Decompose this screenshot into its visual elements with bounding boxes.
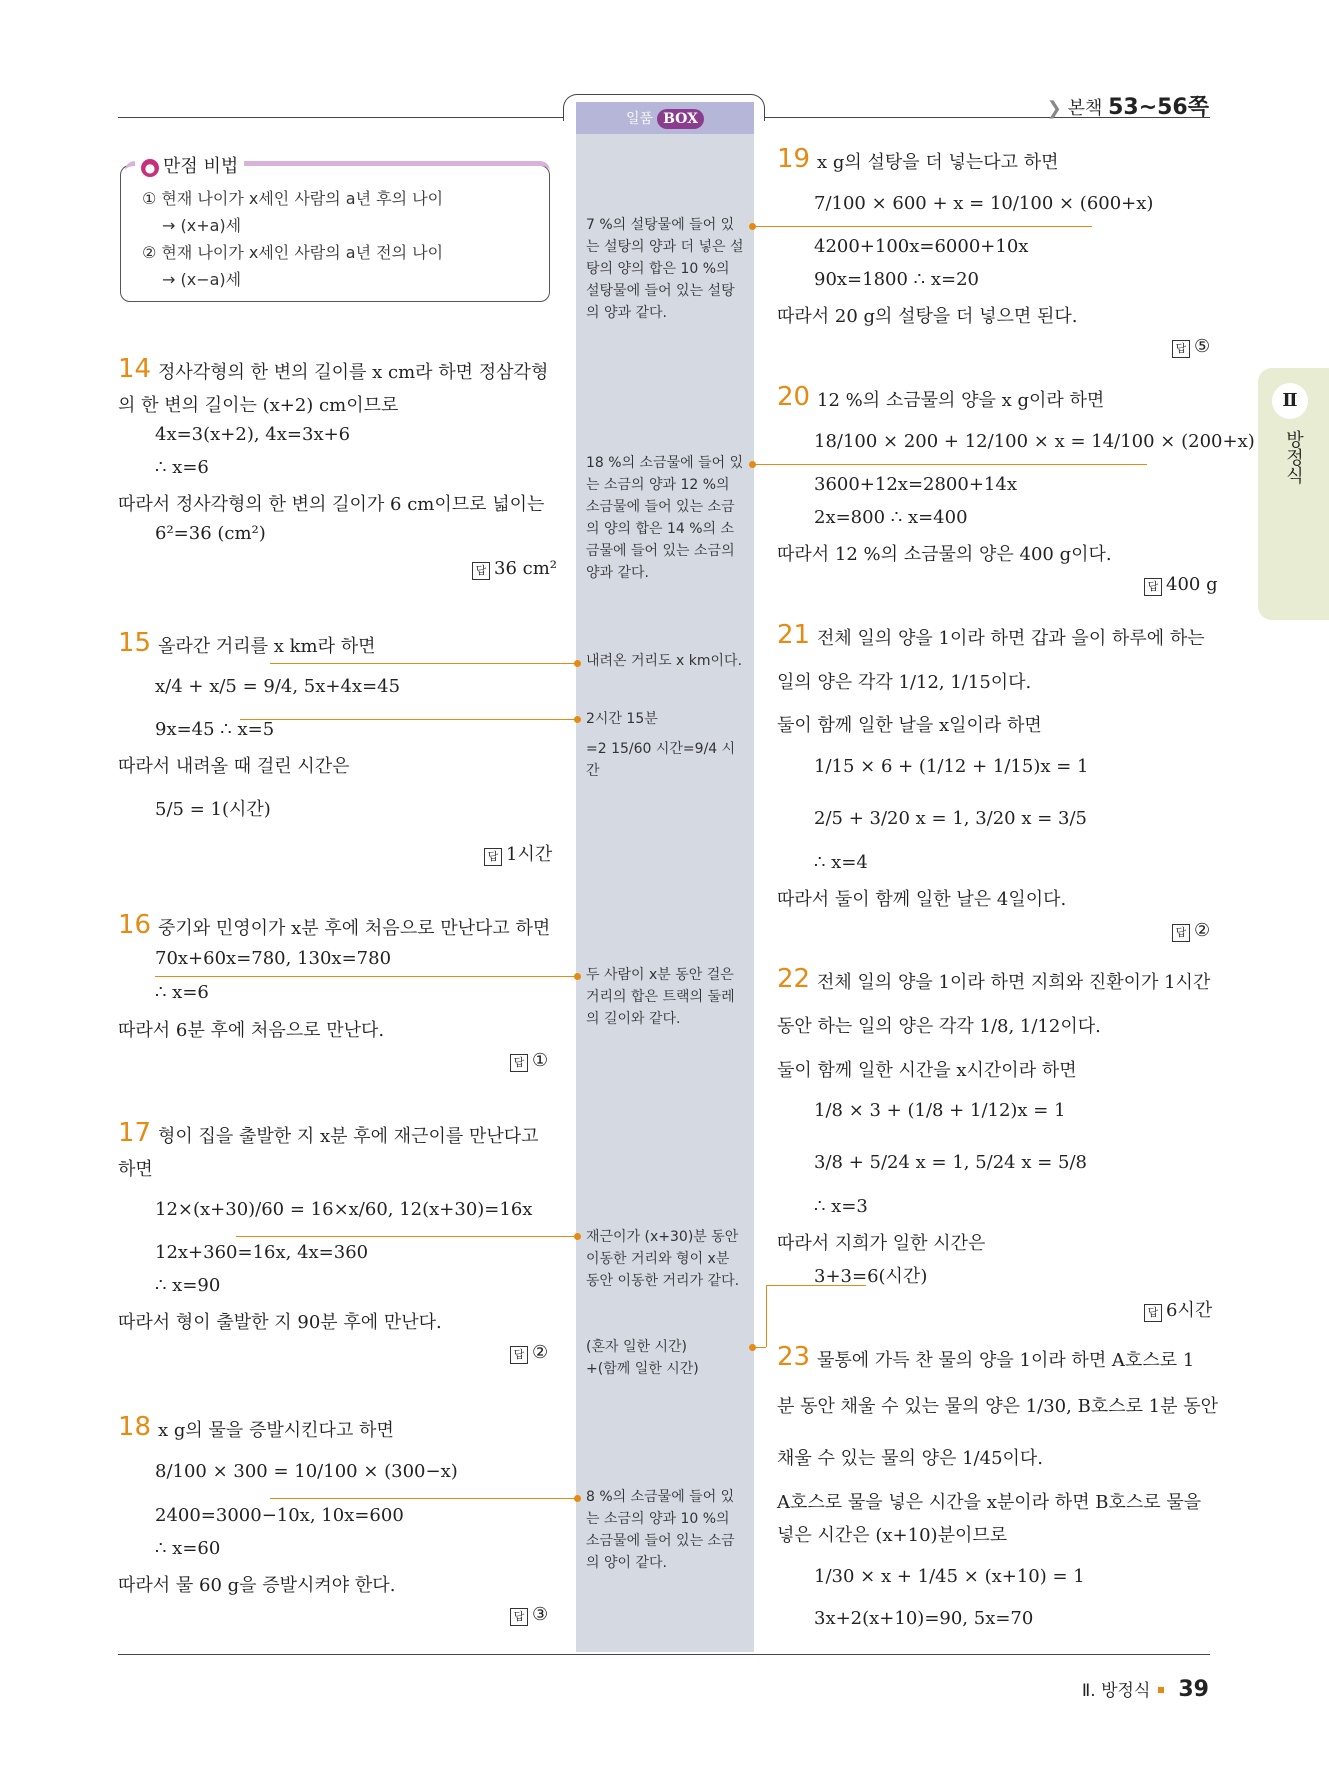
answer: 답 ② [1172,920,1210,942]
problem-text: 따라서 내려올 때 걸린 시간은 [118,756,350,777]
connector-dot [574,660,581,667]
equation: x/4 + x/5 = 9/4, 5x+4x=45 [155,676,401,697]
box-note: (혼자 일한 시간) [586,1339,687,1355]
ilpum-box-header [576,102,754,134]
problem-text: 전체 일의 양을 1이라 하면 갑과 을이 하루에 하는 [817,628,1205,649]
connector-dot [749,1344,756,1351]
connector-line [240,719,578,720]
chevron-right-icon: ❯ [1046,98,1062,119]
box-note: =2 15/60 시간=9/4 시간 [586,741,736,779]
answer: 답 ⑤ [1172,336,1210,358]
problem-text: 올라간 거리를 x km라 하면 [158,636,376,657]
equation: 2x=800 ∴ x=400 [814,507,968,528]
equation: ∴ x=4 [814,852,868,873]
equation: 7/100 × 600 + x = 10/100 × (600+x) [814,193,1154,214]
problem-text: 따라서 물 60 g을 증발시켜야 한다. [118,1575,396,1596]
problem-text: 물통에 가득 찬 물의 양을 1이라 하면 A호스로 1 [817,1350,1195,1371]
equation: ∴ x=60 [155,1538,221,1559]
problem-number: 21 [777,620,811,650]
chapter-tab-label: 방정식 [1283,430,1304,484]
problem-number: 19 [777,144,811,174]
connector-line [752,464,1147,465]
answer-mark-icon: 답 [1144,578,1162,596]
box-note: 2시간 15분 [586,711,658,727]
problem-text: 일의 양은 각각 1/12, 1/15이다. [777,672,1032,693]
equation: ∴ x=6 [155,457,209,478]
answer: 답 ③ [510,1604,548,1626]
problem-text: 따라서 6분 후에 처음으로 만난다. [118,1020,385,1041]
equation: 3+3=6(시간) [814,1266,928,1287]
problem-number: 20 [777,382,811,412]
connector-dot [574,716,581,723]
answer-mark-icon: 답 [510,1346,528,1364]
equation: 4200+100x=6000+10x [814,236,1029,257]
equation: 5/5 = 1(시간) [155,799,271,820]
problem-text: 따라서 12 %의 소금물의 양은 400 g이다. [777,544,1112,565]
problem-text: 중기와 민영이가 x분 후에 처음으로 만난다고 하면 [158,918,551,939]
page-footer [1082,1676,1209,1702]
answer: 답 ① [510,1050,548,1072]
problem-text: 동안 하는 일의 양은 각각 1/8, 1/12이다. [777,1016,1101,1037]
problem-text: 따라서 지희가 일한 시간은 [777,1233,986,1254]
lightbulb-icon: ● [141,159,159,177]
chapter-name: Ⅱ. 방정식 [1081,1681,1151,1701]
answer-mark-icon: 답 [510,1608,528,1626]
problem-text: 따라서 형이 출발한 지 90분 후에 만난다. [118,1312,442,1333]
connector-line [155,976,578,977]
footer-rule [118,1654,1210,1655]
connector-line [236,1236,578,1237]
tip-line: → (x+a)세 [162,216,242,235]
answer-mark-icon: 답 [510,1054,528,1072]
answer: 답 36 cm² [472,558,557,580]
problem-text: 둘이 함께 일한 시간을 x시간이라 하면 [777,1060,1077,1081]
problem-text: 둘이 함께 일한 날을 x일이라 하면 [777,715,1042,736]
box-note: 두 사람이 x분 동안 걸은 거리의 합은 트랙의 둘레의 길이와 같다. [586,967,735,1027]
problem-text: 따라서 20 g의 설탕을 더 넣으면 된다. [777,306,1078,327]
box-note: 18 %의 소금물에 들어 있는 소금의 양과 12 %의 소금물에 들어 있는 소금의 양의 합은 14 %의 소금물에 들어 있는 소금의 양과 같다. [586,455,744,581]
equation: ∴ x=6 [155,982,209,1003]
connector-dot [574,973,581,980]
problem-text: 넣은 시간은 (x+10)분이므로 [777,1525,1008,1546]
equation: 9x=45 ∴ x=5 [155,719,275,740]
problem-text: 채울 수 있는 물의 양은 1/45이다. [777,1448,1044,1469]
box-note: 7 %의 설탕물에 들어 있는 설탕의 양과 더 넣은 설탕의 양의 합은 10 %의 설탕물에 들어 있는 설탕의 양과 같다. [586,217,744,321]
equation: 3600+12x=2800+14x [814,474,1017,495]
connector-dot [749,461,756,468]
answer-mark-icon: 답 [484,848,502,866]
box-note: 8 %의 소금물에 들어 있는 소금의 양과 10 %의 소금물에 들어 있는 소금의 양이 같다. [586,1489,735,1571]
equation: ∴ x=90 [155,1275,221,1296]
equation: 3/8 + 5/24 x = 1, 5/24 x = 5/8 [814,1152,1087,1173]
connector-dot [574,1495,581,1502]
answer: 답 1시간 [484,840,552,866]
square-bullet-icon [1158,1687,1164,1693]
connector-line [752,226,1092,227]
answer-mark-icon: 답 [472,562,490,580]
answer-mark-icon: 답 [1172,340,1190,358]
box-note: 재근이가 (x+30)분 동안 이동한 거리와 형이 x분 동안 이동한 거리가 같다. [586,1229,740,1289]
problem-text: 형이 집을 출발한 지 x분 후에 재근이를 만난다고 [158,1126,539,1147]
equation: 12×(x+30)/60 = 16×x/60, 12(x+30)=16x [155,1199,533,1220]
equation: 4x=3(x+2), 4x=3x+6 [155,424,351,445]
problem-text: 의 한 변의 길이는 (x+2) cm이므로 [118,395,399,416]
problem-text: 정사각형의 한 변의 길이를 x cm라 하면 정삼각형 [158,362,549,383]
problem-text: x g의 물을 증발시킨다고 하면 [158,1420,394,1441]
problem-text: 하면 [118,1159,153,1180]
problem-number: 14 [118,354,152,384]
answer-mark-icon: 답 [1144,1304,1162,1322]
problem-number: 23 [777,1342,811,1372]
page-reference: ❯ 본책 53~56쪽 [1046,95,1209,120]
equation: 1/15 × 6 + (1/12 + 1/15)x = 1 [814,756,1089,777]
equation: 18/100 × 200 + 12/100 × x = 14/100 × (200+x) [814,431,1255,452]
equation: 90x=1800 ∴ x=20 [814,269,979,290]
problem-number: 22 [777,964,811,994]
problem-text: 따라서 정사각형의 한 변의 길이가 6 cm이므로 넓이는 [118,494,545,515]
answer: 답 400 g [1144,574,1218,596]
equation: 12x+360=16x, 4x=360 [155,1242,369,1263]
problem-number: 16 [118,910,152,940]
box-note: +(함께 일한 시간) [586,1361,699,1377]
box-label: 일품 [626,111,654,127]
connector-line [766,1285,767,1347]
problem-number: 17 [118,1118,152,1148]
ilpum-box-column [576,102,754,1652]
chapter-badge: Ⅱ [1272,383,1308,419]
equation: 1/8 × 3 + (1/8 + 1/12)x = 1 [814,1100,1066,1121]
tip-line: ② 현재 나이가 x세인 사람의 a년 전의 나이 [142,243,444,262]
problem-number: 18 [118,1412,152,1442]
tip-line: ① 현재 나이가 x세인 사람의 a년 후의 나이 [142,189,444,208]
connector-line [270,663,578,664]
problem-text: 12 %의 소금물의 양을 x g이라 하면 [817,390,1105,411]
problem-text: A호스로 물을 넣은 시간을 x분이라 하면 B호스로 물을 [777,1492,1202,1513]
box-badge: BOX [657,109,704,129]
equation: 2400=3000−10x, 10x=600 [155,1505,404,1526]
equation: 2/5 + 3/20 x = 1, 3/20 x = 3/5 [814,808,1087,829]
problem-text: 따라서 둘이 함께 일한 날은 4일이다. [777,889,1067,910]
equation: 1/30 × x + 1/45 × (x+10) = 1 [814,1566,1085,1587]
tip-title: ● 만점 비법 [135,150,244,180]
answer: 답 6시간 [1144,1296,1212,1322]
equation: 6²=36 (cm²) [155,523,266,544]
box-note: 내려온 거리도 x km이다. [586,653,743,669]
connector-dot [749,223,756,230]
connector-line [270,1498,578,1499]
problem-number: 15 [118,628,152,658]
equation: 3x+2(x+10)=90, 5x=70 [814,1608,1034,1629]
answer: 답 ② [510,1342,548,1364]
answer-mark-icon: 답 [1172,924,1190,942]
page-number: 39 [1178,1677,1209,1702]
connector-dot [574,1233,581,1240]
tip-line: → (x−a)세 [162,270,242,289]
problem-text: 전체 일의 양을 1이라 하면 지희와 진환이가 1시간 [817,972,1211,993]
equation: ∴ x=3 [814,1196,868,1217]
problem-text: x g의 설탕을 더 넣는다고 하면 [817,152,1059,173]
equation: 8/100 × 300 = 10/100 × (300−x) [155,1461,458,1482]
problem-text: 분 동안 채울 수 있는 물의 양은 1/30, B호스로 1분 동안 [777,1396,1219,1417]
equation: 70x+60x=780, 130x=780 [155,948,392,969]
